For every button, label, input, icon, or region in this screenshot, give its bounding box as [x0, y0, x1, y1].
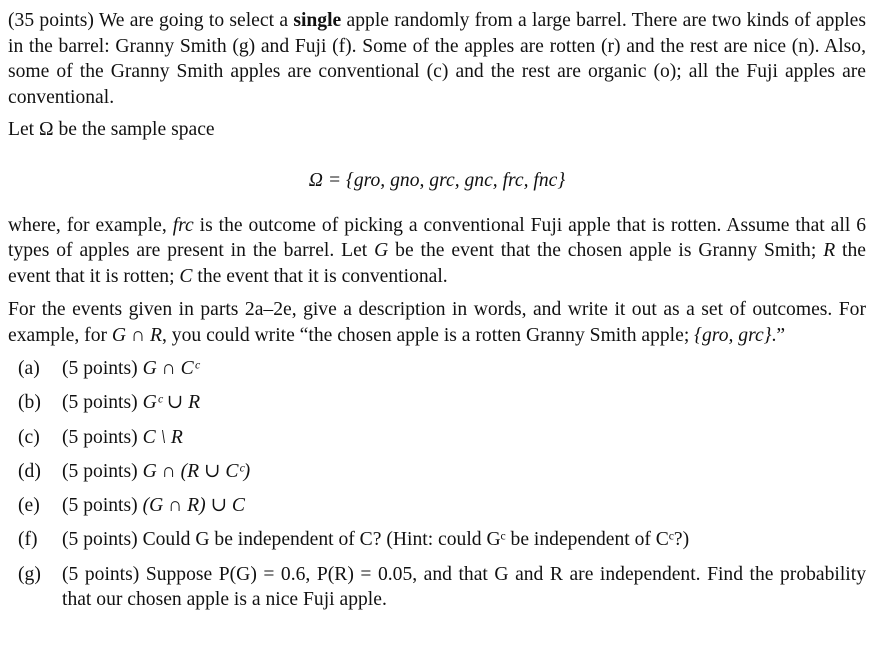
part-expression: G ∩ (R ∪ Cᶜ)	[142, 460, 251, 482]
part-points: (5 points)	[62, 358, 138, 379]
part-label: (g)	[18, 563, 41, 585]
example-text-a: where, for example,	[8, 214, 173, 236]
instructions-text-c: .”	[771, 324, 786, 346]
instructions-set: {gro, grc}	[694, 324, 772, 346]
part-points: (5 points)	[62, 563, 140, 585]
part-label: (b)	[18, 392, 41, 414]
part-f	[8, 527, 866, 553]
part-expression: C \ R	[142, 426, 183, 448]
part-body	[62, 562, 866, 612]
part-body	[62, 425, 866, 451]
part-points: (5 points)	[62, 495, 138, 517]
part-body	[62, 459, 866, 485]
part-points: (5 points)	[62, 460, 138, 482]
part-label: (f)	[18, 529, 38, 551]
instructions-paragraph	[8, 297, 866, 348]
part-label: (a)	[18, 358, 40, 379]
part-expression: Gᶜ ∪ R	[142, 392, 201, 414]
part-c	[8, 425, 866, 451]
event-r: R	[823, 240, 836, 261]
part-g	[8, 562, 866, 612]
example-text-b: is the outcome of picking a conventional Fuji apple that is rotten. Assume that all 6 types of apples are present in the barrel. Let	[8, 214, 866, 261]
part-question-text: Could G be independent of C? (Hint: could Gᶜ be independent of Cᶜ?)	[142, 529, 690, 551]
example-text-d: the event that it is rotten;	[8, 240, 866, 287]
example-text-c: be the event that the chosen apple is Granny Smith;	[388, 240, 824, 261]
part-label: (e)	[18, 495, 40, 517]
part-body	[62, 390, 866, 416]
part-question-text: Suppose P(G) = 0.6, P(R) = 0.05, and that G and R are independent. Find the probability that our chosen apple is a nice Fuji apple.	[62, 563, 866, 610]
sample-space-formula: Ω = {gro, gno, grc, gnc, frc, fnc}	[308, 169, 566, 191]
intro-text-rest: apple randomly from a large barrel. There are two kinds of apples in the barrel: Granny Smith (g) and Fuji (f). Some of the apples are rotten (r) and the rest are nice (n). Also, some of the Granny Smith apples are conventional (c) and the rest are organic (o); all the Fuji apples are conventional.	[8, 10, 867, 108]
event-g: G	[374, 240, 389, 261]
part-b	[8, 390, 866, 416]
instructions-expr: G ∩ R	[111, 324, 162, 346]
parts-list	[8, 356, 866, 612]
event-c: C	[179, 265, 193, 287]
part-points: (5 points)	[62, 426, 138, 448]
part-label: (d)	[18, 460, 41, 482]
example-term: frc	[172, 214, 194, 236]
sample-space-intro: Let Ω be the sample space	[8, 119, 215, 140]
instructions-text-b: , you could write “the chosen apple is a rotten Granny Smith apple;	[162, 324, 695, 346]
intro-points: (35 points)	[8, 10, 94, 31]
part-points: (5 points)	[62, 529, 138, 551]
part-d	[8, 459, 866, 485]
intro-text-start: We are going to select a	[98, 10, 294, 31]
part-label: (c)	[18, 426, 40, 448]
part-expression: G ∩ Cᶜ	[142, 358, 199, 379]
instructions-text-a: For the events given in parts 2a–2e, give a description in words, and write it out as a set of outcomes. For example, for	[8, 299, 866, 346]
part-a	[8, 356, 866, 382]
problem-intro	[8, 8, 866, 110]
part-body	[62, 493, 866, 519]
example-text-e: the event that it is conventional.	[192, 265, 448, 287]
example-paragraph	[8, 213, 866, 290]
part-body	[62, 527, 866, 553]
part-e	[8, 493, 866, 519]
part-body	[62, 356, 866, 382]
part-points: (5 points)	[62, 392, 138, 414]
part-expression: (G ∩ R) ∪ C	[142, 495, 245, 517]
intro-bold-word: single	[293, 10, 342, 31]
